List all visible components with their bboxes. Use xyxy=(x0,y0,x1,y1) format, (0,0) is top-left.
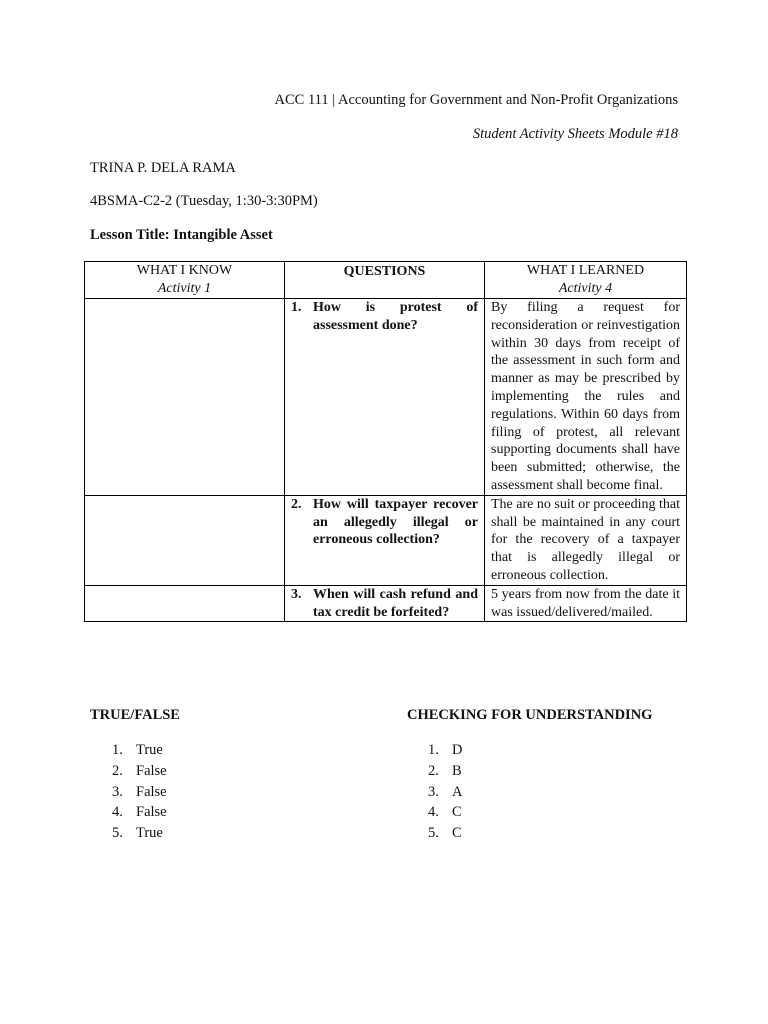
kwl-table xyxy=(84,261,687,622)
item-answer: True xyxy=(136,742,163,758)
true-false-list xyxy=(112,740,167,844)
list-item xyxy=(428,782,462,803)
list-item xyxy=(428,823,462,844)
item-number: 5. xyxy=(428,825,439,842)
question-text: When will cash refund and tax credit be forfeited? xyxy=(313,586,478,620)
module-title: Student Activity Sheets Module #18 xyxy=(472,126,678,142)
item-number: 4. xyxy=(112,804,123,821)
list-item xyxy=(428,761,462,782)
list-item xyxy=(112,823,167,844)
item-answer: C xyxy=(452,804,462,821)
question-number: 1. xyxy=(291,300,302,315)
table-row xyxy=(85,299,687,496)
know-cell xyxy=(85,585,285,622)
header-questions: QUESTIONS xyxy=(285,262,485,299)
lesson-title xyxy=(90,227,273,244)
lesson-name: Intangible Asset xyxy=(173,227,273,243)
item-answer: False xyxy=(136,783,167,800)
list-item xyxy=(112,740,167,761)
answer-cell: 5 years from now from the date it was issued/delivered/mailed. xyxy=(485,585,687,622)
question-cell xyxy=(285,495,485,585)
lesson-label: Lesson Title: xyxy=(90,227,170,243)
list-item xyxy=(112,802,167,823)
header-what-i-know xyxy=(85,262,285,299)
header-know-sub: Activity 1 xyxy=(157,280,212,296)
item-number: 2. xyxy=(112,762,123,779)
answer-cell: The are no suit or proceeding that shall be maintained in any court for the recovery of a taxpayer that is allegedly illegal or erroneous collection. xyxy=(485,495,687,585)
list-item xyxy=(112,782,167,803)
item-number: 4. xyxy=(428,804,439,821)
item-number: 5. xyxy=(112,825,123,842)
item-answer: A xyxy=(452,783,463,800)
header-know-label: WHAT I KNOW xyxy=(136,263,233,278)
question-number: 2. xyxy=(291,496,302,512)
item-number: 3. xyxy=(428,783,439,800)
header-learned-sub: Activity 4 xyxy=(558,280,613,296)
know-cell xyxy=(85,495,285,585)
true-false-title: TRUE/FALSE xyxy=(90,707,180,723)
student-section: 4BSMA-C2-2 (Tuesday, 1:30-3:30PM) xyxy=(90,193,318,209)
header-learned-label: WHAT I LEARNED xyxy=(526,263,645,278)
table-row xyxy=(85,495,687,585)
know-cell xyxy=(85,299,285,496)
item-answer: False xyxy=(136,762,167,779)
table-header-row xyxy=(85,262,687,299)
item-number: 1. xyxy=(428,742,439,758)
checking-title: CHECKING FOR UNDERSTANDING xyxy=(407,707,653,723)
question-cell xyxy=(285,585,485,622)
item-answer: C xyxy=(452,825,462,842)
item-answer: D xyxy=(452,742,463,758)
question-cell xyxy=(285,299,485,496)
item-answer: B xyxy=(452,762,462,779)
list-item xyxy=(428,740,462,761)
item-answer: True xyxy=(136,825,163,842)
course-title: ACC 111 | Accounting for Government and Non-Profit Organizations xyxy=(274,92,678,108)
question-number: 3. xyxy=(291,586,302,602)
answer-cell: By filing a request for reconsideration or reinvestigation within 30 days from receipt of the assessment in such form and manner as may be prescribed by implementing the rules and regulations. Within 60 days from filing of protest, all relevant supporting documents shall have been submitted; otherwise, the assessment shall become final. xyxy=(485,299,687,496)
header-what-i-learned xyxy=(485,262,687,299)
item-number: 2. xyxy=(428,762,439,779)
question-text: How is protest of assessment done? xyxy=(313,300,478,333)
list-item xyxy=(428,802,462,823)
item-answer: False xyxy=(136,804,167,821)
item-number: 3. xyxy=(112,783,123,800)
list-item xyxy=(112,761,167,782)
table-row xyxy=(85,585,687,622)
student-name: TRINA P. DELA RAMA xyxy=(90,160,236,176)
question-text: How will taxpayer recover an allegedly illegal or erroneous collection? xyxy=(313,496,478,548)
checking-list xyxy=(428,740,462,844)
item-number: 1. xyxy=(112,742,123,758)
